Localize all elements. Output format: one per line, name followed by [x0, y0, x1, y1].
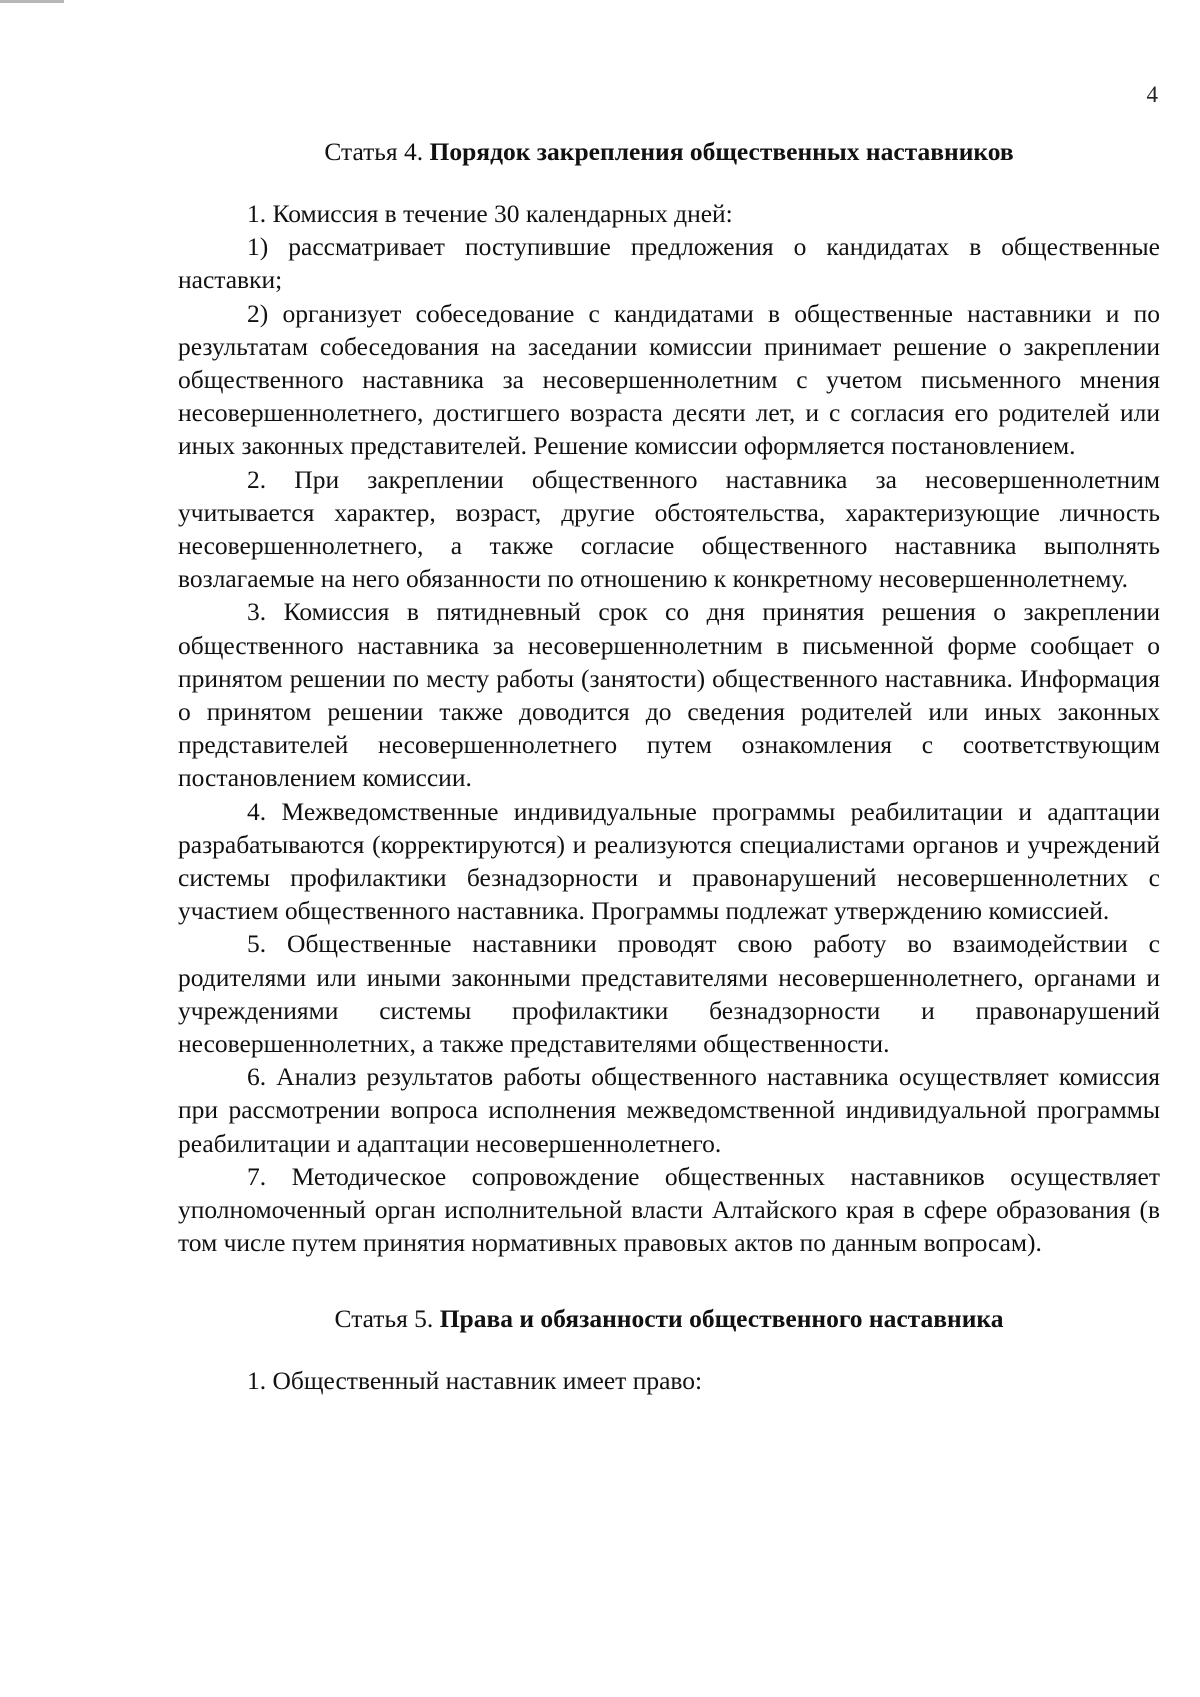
article-5-paragraph: 1. Общественный наставник имеет право:	[247, 1365, 703, 1395]
article-4-paragraph: 6. Анализ результатов работы общественного наставника осуществляет комиссия при рассмотрении вопроса исполнения межведомственной индивидуальной программы реабилитации и адаптации несовершеннолетнего.	[178, 1062, 1160, 1158]
scan-edge-mark	[0, 0, 64, 3]
article-4-title: Порядок закрепления общественных наставников	[429, 137, 1014, 166]
article-4-paragraph: 1) рассматривает поступившие предложения о кандидатах в общественные наставки;	[178, 232, 1160, 295]
article-4-prefix: Статья 4.	[324, 137, 430, 166]
article-4-paragraph: 3. Комиссия в пятидневный срок со дня принятия решения о закреплении общественного наставника за несовершеннолетним в письменной форме сообщает о принятом решении по месту работы (занятости) общественного наставника. Информация о принятом решении также доводится до сведения родителей или иных законных представителей несовершеннолетнего путем ознакомления с соответствующим постановлением комиссии.	[178, 597, 1160, 793]
article-5-prefix: Статья 5.	[334, 1303, 440, 1333]
document-body	[178, 135, 1160, 1397]
page-number: 4	[1146, 82, 1158, 107]
article-4-heading	[178, 135, 1160, 169]
article-4-paragraph: 2. При закреплении общественного наставника за несовершеннолетним учитывается характер, возраст, другие обстоятельства, характеризующие личность несовершеннолетнего, а также согласие общественного наставника выполнять возлагаемые на него обязанности по отношению к конкретному несовершеннолетнему.	[178, 464, 1160, 594]
article-4-paragraph: 5. Общественные наставники проводят свою работу во взаимодействии с родителями или иными законными представителями несовершеннолетнего, органами и учреждениями системы профилактики безнадзорности и правонарушений несовершеннолетних, а также представителями общественности.	[178, 929, 1160, 1059]
article-4-paragraph: 2) организует собеседование с кандидатами в общественные наставники и по результатам собеседования на заседании комиссии принимает решение о закреплении общественного наставника за несовершеннолетним с учетом письменного мнения несовершеннолетнего, достигшего возраста десяти лет, и с согласия его родителей или иных законных представителей. Решение комиссии оформляется постановлением.	[178, 298, 1160, 461]
article-5-title: Права и обязанности общественного наставника	[439, 1303, 1004, 1333]
article-4-paragraph: 7. Методическое сопровождение общественных наставников осуществляет уполномоченный орган исполнительной власти Алтайского края в сфере образования (в том числе путем принятия нормативных правовых актов по данным вопросам).	[178, 1161, 1160, 1258]
article-4-paragraph: 1. Комиссия в течение 30 календарных дней:	[247, 199, 733, 228]
article-4-paragraph: 4. Межведомственные индивидуальные программы реабилитации и адаптации разрабатываются (корректируются) и реализуются специалистами органов и учреждений системы профилактики безнадзорности и правонарушений несовершеннолетних с участием общественного наставника. Программы подлежат утверждению комиссией.	[178, 796, 1160, 926]
article-5-heading	[178, 1302, 1160, 1336]
